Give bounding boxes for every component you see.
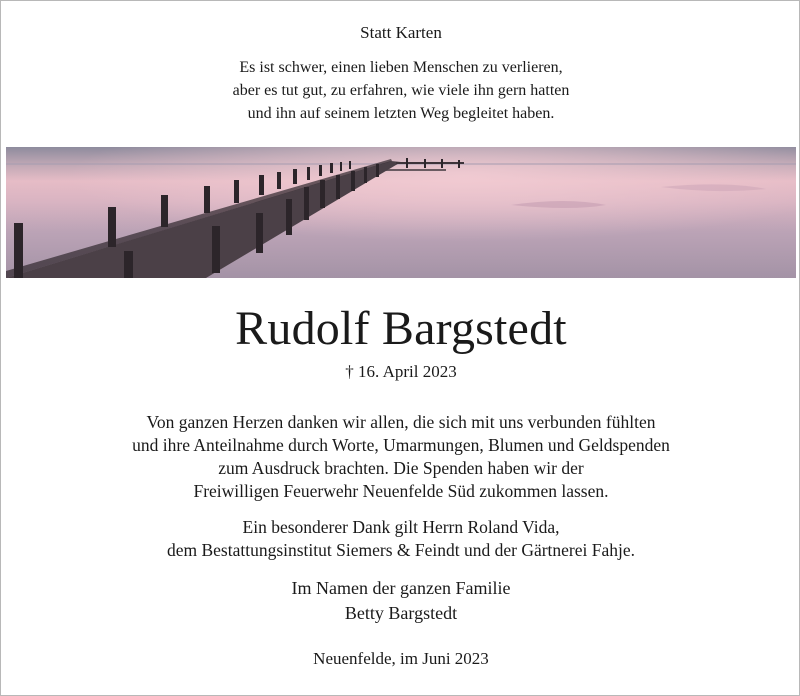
verse-line: aber es tut gut, zu erfahren, wie viele ihn gern hatten	[232, 82, 570, 99]
verse-line: Es ist schwer, einen lieben Menschen zu verlieren,	[239, 59, 563, 76]
place-date: Neuenfelde, im Juni 2023	[313, 649, 489, 668]
signature-line-name: Betty Bargstedt	[344, 603, 458, 623]
death-date: † 16. April 2023	[345, 362, 457, 381]
deceased-name: Rudolf Bargstedt	[235, 302, 567, 355]
thanks-line: zum Ausdruck brachten. Die Spenden haben wir der	[218, 458, 584, 478]
jetty-photo	[6, 147, 796, 278]
signature-block	[1, 576, 800, 626]
thanks-line: dem Bestattungsinstitut Siemers & Feindt und der Gärtnerei Fahje.	[166, 540, 636, 560]
thanks-line: Freiwilligen Feuerwehr Neuenfelde Süd zukommen lassen.	[193, 481, 609, 501]
thanks-paragraph-1	[1, 411, 800, 503]
thanks-paragraph-2	[1, 516, 800, 562]
verse-line: und ihn auf seinem letzten Weg begleitet haben.	[247, 105, 555, 122]
thanks-line: und ihre Anteilnahme durch Worte, Umarmungen, Blumen und Geldspenden	[132, 435, 670, 455]
verse-block	[1, 56, 800, 125]
thanks-line: Von ganzen Herzen danken wir allen, die sich mit uns verbunden fühlten	[146, 412, 656, 432]
thanks-line: Ein besonderer Dank gilt Herrn Roland Vida,	[242, 517, 560, 537]
statt-karten-heading: Statt Karten	[360, 23, 442, 42]
signature-line-family: Im Namen der ganzen Familie	[291, 578, 511, 598]
